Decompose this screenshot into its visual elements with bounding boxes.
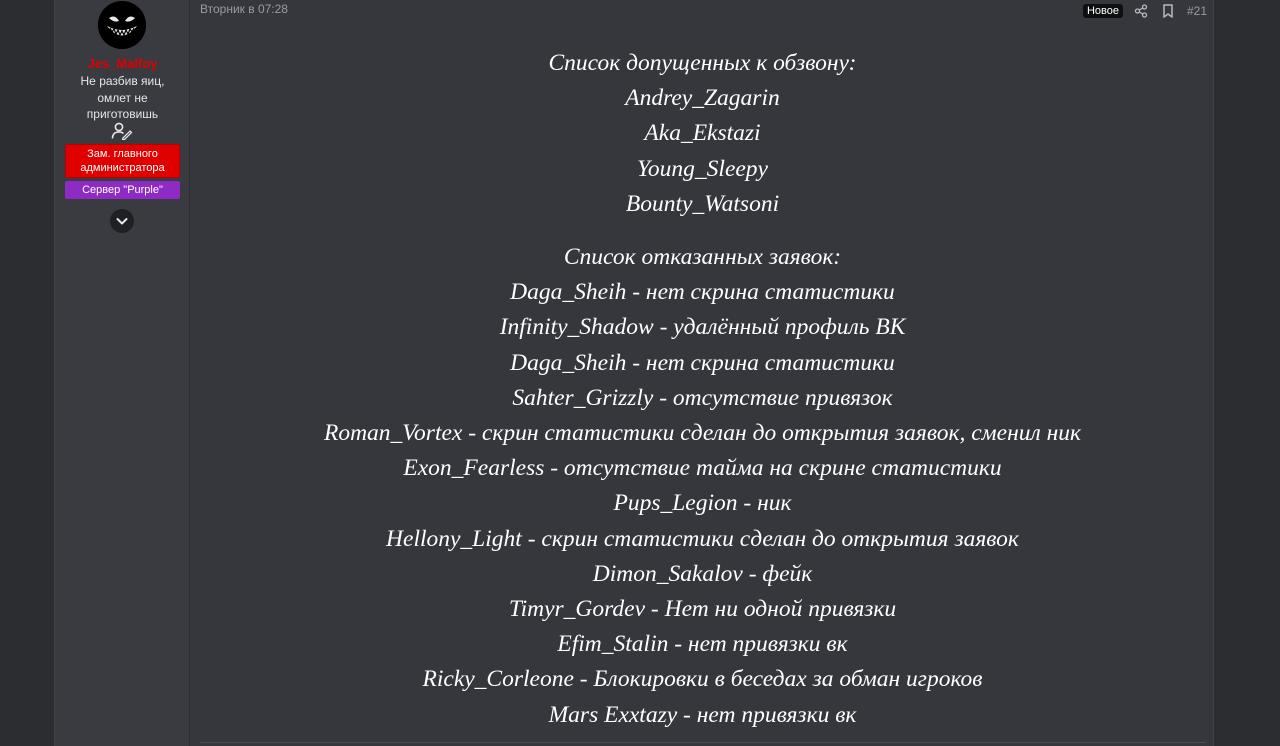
rejected-item: Ricky_Corleone - Блокировки в беседах за обман игроков xyxy=(422,666,983,693)
rejected-item: Efim_Stalin - нет привязки вк xyxy=(557,631,848,658)
rejected-item: Dimon_Sakalov - фейк xyxy=(592,560,813,587)
left-gutter xyxy=(0,0,54,746)
rejected-item: Mars Exxtazy - нет привязки вк xyxy=(548,701,857,728)
avatar-demon-face-icon xyxy=(98,1,146,49)
user-custom-title: Не разбив яиц, омлет не приготовишь xyxy=(80,74,165,121)
forum-post xyxy=(54,0,1214,746)
post-actions xyxy=(1083,2,1207,20)
approved-item: Aka_Ekstazi xyxy=(644,120,761,147)
approved-heading: Список допущенных к обзвону: xyxy=(548,50,857,76)
rejected-item: Sahter_Grizzly - отсутствие привязок xyxy=(512,384,893,411)
rejected-item: Exon_Fearless - отсутствие тайма на скрине статистики xyxy=(403,455,1002,482)
post-content-area xyxy=(190,0,1215,746)
rejected-heading: Список отказанных заявок: xyxy=(563,244,842,271)
rejected-item: Pups_Legion - ник xyxy=(613,490,792,517)
post-date[interactable]: Вторник в 07:28 xyxy=(200,2,288,16)
approved-item: Young_Sleepy xyxy=(637,155,768,182)
chevron-down-icon xyxy=(110,209,134,233)
username[interactable]: Jes_Malfoy xyxy=(87,56,158,71)
server-banner: Сервер "Purple" xyxy=(65,181,180,199)
post-body xyxy=(190,46,1215,733)
role-banner: Зам. главного администратора xyxy=(65,144,180,178)
share-icon[interactable] xyxy=(1133,3,1149,19)
rejected-item: Daga_Sheih - нет скрина статистики xyxy=(510,349,895,376)
right-gutter xyxy=(1214,0,1280,746)
rejected-item: Timyr_Gordev - Нет ни одной привязки xyxy=(508,596,897,623)
rejected-item: Daga_Sheih - нет скрина статистики xyxy=(510,279,895,306)
section-gap xyxy=(190,222,1215,240)
user-info-column xyxy=(55,0,190,746)
approved-item: Bounty_Watsoni xyxy=(625,190,780,217)
approved-item: Andrey_Zagarin xyxy=(625,85,780,112)
expand-user-info-button[interactable] xyxy=(110,209,134,233)
rejected-item: Infinity_Shadow - удалённый профиль ВК xyxy=(499,314,906,341)
new-badge: Новое xyxy=(1083,4,1123,18)
post-number[interactable]: #21 xyxy=(1186,4,1207,18)
rejected-item: Hellony_Light - скрин статистики сделан до открытия заявок xyxy=(386,525,1019,552)
avatar[interactable] xyxy=(98,1,146,49)
post-divider xyxy=(200,742,1206,743)
user-edit-icon xyxy=(111,122,133,140)
rejected-item: Roman_Vortex - скрин статистики сделан до открытия заявок, сменил ник xyxy=(323,420,1081,447)
bookmark-icon[interactable] xyxy=(1160,3,1176,19)
